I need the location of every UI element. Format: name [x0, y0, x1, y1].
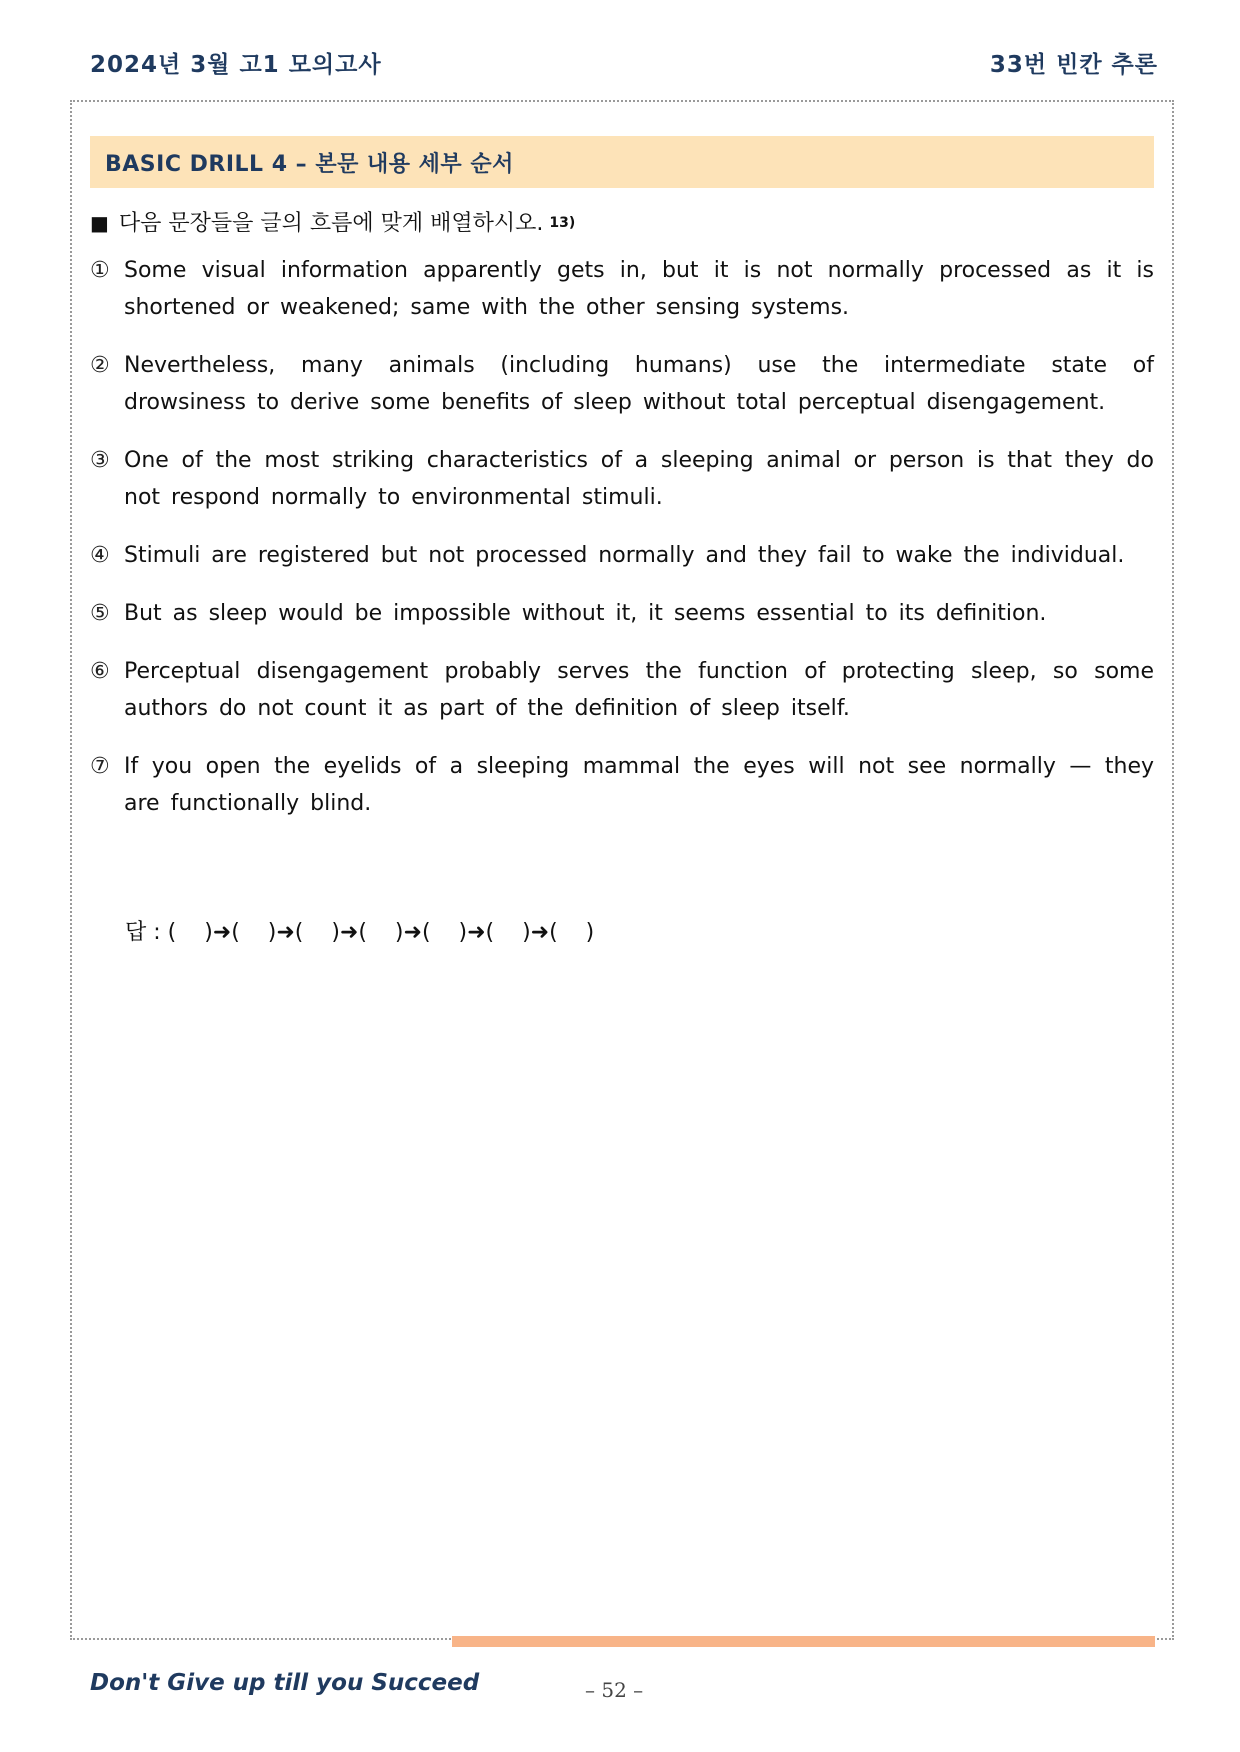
instruction [90, 206, 575, 237]
item-number: ① [90, 258, 110, 283]
item-text: If you open the eyelids of a sleeping mammal the eyes will not see normally — they are functionally blind. [124, 754, 1154, 816]
footer-motto: Don't Give up till you Succeed [90, 1670, 480, 1696]
instruction-text: 다음 문장들을 글의 흐름에 맞게 배열하시오. [118, 211, 544, 236]
item-number: ③ [90, 448, 110, 473]
list-item [90, 537, 1154, 574]
list-item [90, 653, 1154, 727]
item-text: Some visual information apparently gets in, but it is not normally processed as it is shortened or weakened; same with the other sensing systems. [124, 258, 1154, 320]
sentence-list [90, 252, 1154, 843]
page-number: – 52 – [585, 1678, 644, 1702]
header-question-type: 33번 빈칸 추론 [989, 52, 1158, 78]
list-item [90, 595, 1154, 632]
item-text: But as sleep would be impossible without it, it seems essential to its definition. [124, 601, 1047, 626]
list-item [90, 347, 1154, 421]
item-number: ⑤ [90, 601, 110, 626]
item-number: ② [90, 353, 110, 378]
square-bullet-icon: ■ [90, 211, 109, 235]
list-item [90, 442, 1154, 516]
footnote-marker: 13) [549, 215, 576, 231]
list-item [90, 252, 1154, 326]
item-number: ④ [90, 543, 110, 568]
footer-accent-line [452, 1636, 1155, 1647]
item-text: Perceptual disengagement probably serves the function of protecting sleep, so some authors do not count it as part of the definition of sleep itself. [124, 659, 1154, 721]
header-exam-title: 2024년 3월 고1 모의고사 [90, 52, 382, 78]
drill-title: BASIC DRILL 4 – 본문 내용 세부 순서 [105, 151, 514, 177]
item-number: ⑦ [90, 754, 110, 779]
answer-blanks: 답 : ( )➜( )➜( )➜( )➜( )➜( )➜( ) [125, 920, 595, 945]
drill-title-bar [90, 136, 1154, 188]
item-number: ⑥ [90, 659, 110, 684]
list-item [90, 748, 1154, 822]
item-text: Stimuli are registered but not processed normally and they fail to wake the individual. [124, 543, 1125, 568]
item-text: Nevertheless, many animals (including humans) use the intermediate state of drowsiness to derive some benefits of sleep without total perceptual disengagement. [124, 353, 1154, 415]
item-text: One of the most striking characteristics of a sleeping animal or person is that they do not respond normally to environmental stimuli. [124, 448, 1154, 510]
